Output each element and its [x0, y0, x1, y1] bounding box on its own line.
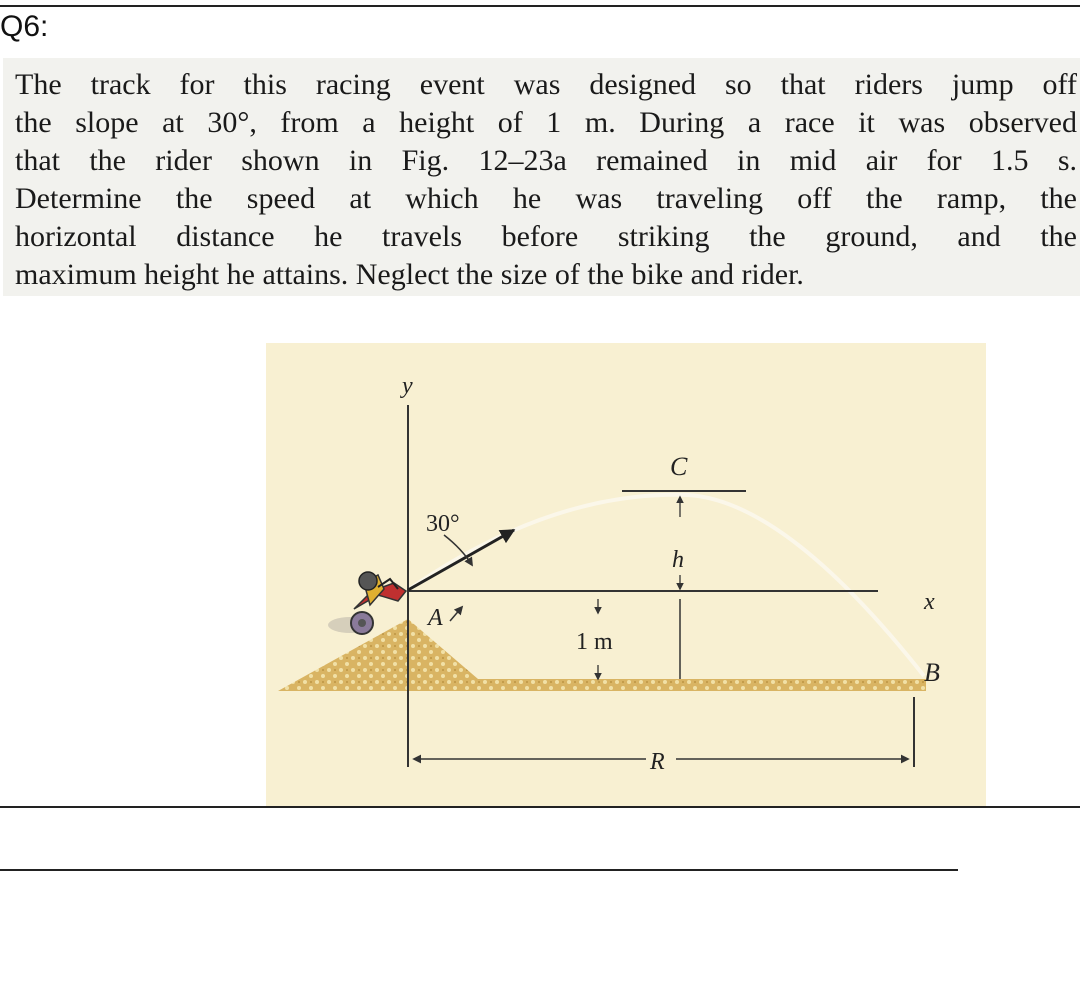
question-text-box — [3, 58, 1080, 296]
y-axis-label: y — [402, 373, 413, 399]
x-axis-label: x — [924, 589, 935, 615]
question-line-2: the slope at 30°, from a height of 1 m. During a race it was observed — [15, 106, 1077, 139]
answer-rule-1 — [0, 806, 1080, 808]
h-label: h — [672, 547, 684, 573]
ramp-height-label: 1 m — [576, 629, 613, 655]
question-line-3: that the rider shown in Fig. 12–23a remained in mid air for 1.5 s. — [15, 144, 1077, 177]
point-c-label: C — [670, 452, 688, 481]
point-b-label: B — [924, 658, 940, 687]
projectile-figure — [266, 343, 986, 807]
point-a-label: A — [428, 605, 443, 631]
question-line-6: maximum height he attains. Neglect the size of the bike and rider. — [15, 258, 804, 291]
question-line-1: The track for this racing event was designed so that riders jump off — [15, 68, 1077, 101]
range-label: R — [650, 749, 665, 775]
question-line-4: Determine the speed at which he was traveling off the ramp, the — [15, 182, 1077, 215]
angle-label: 30° — [426, 511, 460, 537]
question-number: Q6: — [0, 10, 49, 43]
ground-strip — [478, 679, 926, 691]
question-line-5: horizontal distance he travels before striking the ground, and the — [15, 220, 1077, 253]
top-rule — [0, 5, 1080, 7]
answer-rule-2 — [0, 869, 958, 871]
